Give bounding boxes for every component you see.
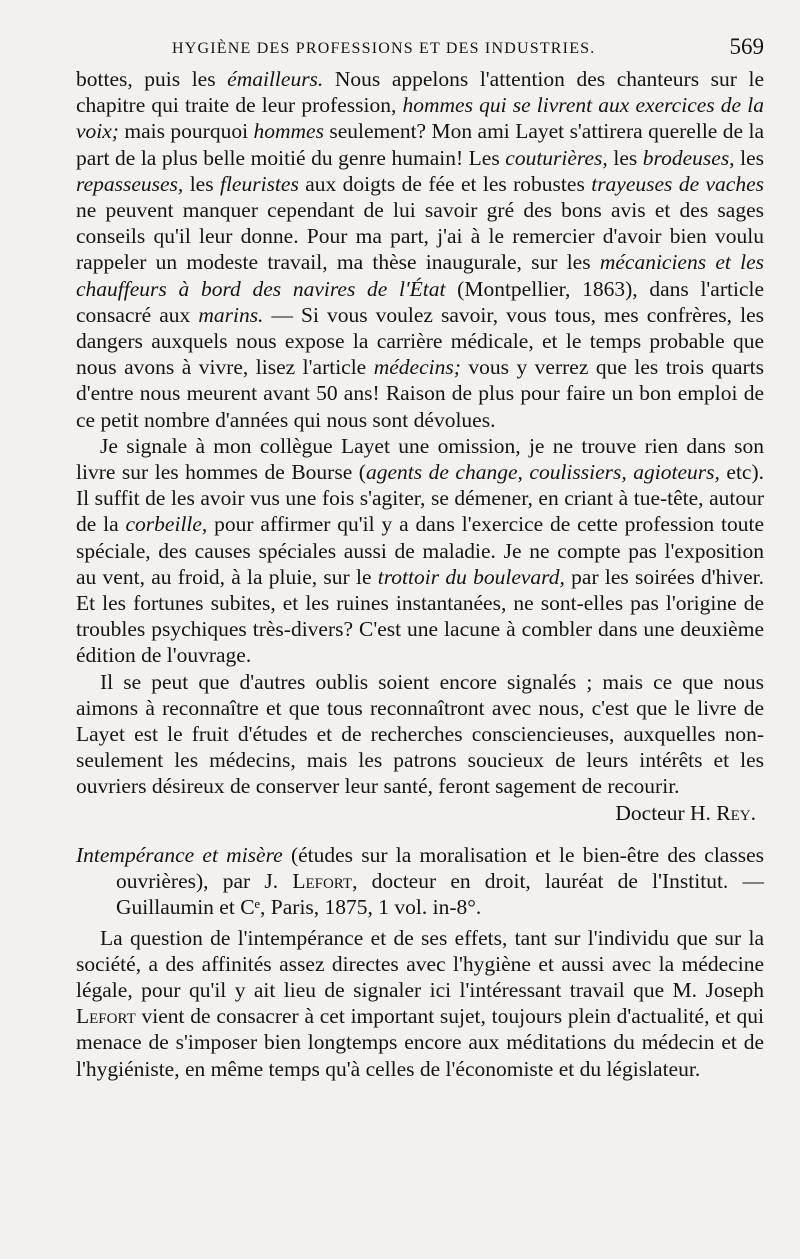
signature-name: Rey. xyxy=(716,800,756,825)
text-run: ne peuvent manquer cependant de lui savoir gré des bons avis et des sages conseils qu'il leur donne. Pour ma part, j'ai à le remercier d'avoir bien voulu rappeler un modeste travail, ma thèse inaugurale, sur les xyxy=(76,198,764,275)
signature-prefix: Docteur H. xyxy=(615,800,717,825)
text-run: (études sur la moralisation et le bien-être des classes ouvrières), par J. xyxy=(116,842,764,894)
text-run: Nous appelons l'attention des chanteurs sur le chapitre qui traite de leur profession, xyxy=(76,67,764,118)
text-run: (Montpellier, 1863), dans l'article consacré aux xyxy=(76,276,764,327)
italic-term: couturières, xyxy=(505,145,608,170)
text-run: vient de consacrer à cet important sujet, toujours plein d'actualité, et qui menace de s'imposer bien longtemps encore aux méditations du médecin et de l'hygiéniste, en même temps qu'à celles de l'économiste et du législateur. xyxy=(76,1004,764,1081)
italic-term: trottoir du boulevard, xyxy=(377,564,565,589)
paragraph-3: Il se peut que d'autres oublis soient encore signalés ; mais ce que nous aimons à reconnaître et que tous reconnaîtront avec nous, c'est que le livre de Layet est le fruit d'études et de recherches consciencieuses, auxquelles non-seulement les médecins, mais les patrons soucieux de leurs intérêts et les ouvriers désireux de conserver leur santé, feront sagement de recourir. xyxy=(76,669,764,799)
running-title: HYGIÈNE DES PROFESSIONS ET DES INDUSTRIES. xyxy=(172,40,596,57)
text-run: Je signale à mon collègue Layet une omission, je ne trouve rien dans son livre sur les hommes de Bourse ( xyxy=(76,433,764,485)
author-name: Lefort xyxy=(76,1004,136,1029)
text-run: bottes, puis les xyxy=(76,67,228,91)
review-author: Lefort, xyxy=(292,869,358,894)
text-run: par les soirées d'hiver. Et les fortunes subites, et les ruines instantanées, ne sont-elles pas l'origine de troubles psychiques très-divers? C'est une lacune à combler dans une deuxième édition de l'ouvrage. xyxy=(76,564,764,668)
italic-term: corbeille, xyxy=(125,512,208,537)
page-number: 569 xyxy=(729,34,764,59)
italic-term: marins. xyxy=(198,302,264,327)
paragraph-1 xyxy=(76,66,764,433)
text-run: les xyxy=(607,145,643,170)
italic-term: fleuristes xyxy=(219,171,299,196)
book-page xyxy=(76,34,764,1082)
text-run: etc). Il suffit de les avoir vus une fois s'agiter, se démener, en criant à tue-tête, autour de la xyxy=(76,460,764,537)
italic-term: repasseuses, xyxy=(76,171,184,196)
italic-term: émailleurs. xyxy=(227,67,324,91)
italic-term: médecins; xyxy=(373,355,461,380)
text-run: seulement? Mon ami Layet s'attirera querelle de la part de la plus belle moitié du genre humain! Les xyxy=(76,119,764,170)
body-text xyxy=(76,66,764,1082)
text-run: aux doigts de fée et les robustes xyxy=(298,171,592,196)
italic-term: agents de change, coulissiers, agioteurs, xyxy=(365,460,720,485)
text-run: mais pourquoi xyxy=(118,119,254,144)
text-run: les xyxy=(183,171,220,196)
review-citation xyxy=(76,842,764,921)
review-title: Intempérance et misère xyxy=(76,842,283,867)
italic-term: mécaniciens et les chauffeurs à bord des navires de l'État xyxy=(76,250,764,301)
text-run: — Si vous voulez savoir, vous tous, mes confrères, les dangers auxquels nous expose la carrière médicale, et le temps probable que nous avons à vivre, lisez l'article xyxy=(76,302,764,380)
signature xyxy=(76,800,764,826)
italic-term: hommes qui se livrent aux exercices de la voix; xyxy=(76,93,764,144)
italic-term: trayeuses de vaches xyxy=(591,171,765,196)
italic-term: brodeuses, xyxy=(642,145,735,170)
text-run: les xyxy=(734,145,764,170)
paragraph-4 xyxy=(76,925,764,1082)
text-run: docteur en droit, lauréat de l'Institut. — Guillaumin et Cᵉ, Paris, 1875, 1 vol. in-8°. xyxy=(116,869,764,920)
text-run: pour affirmer qu'il y a dans l'exercice de cette profession toute spéciale, des causes spéciales aussi de maladie. Je ne compte pas l'exposition au vent, au froid, à la pluie, sur le xyxy=(76,512,764,589)
italic-term: hommes xyxy=(253,119,324,144)
text-run: La question de l'intempérance et de ses effets, tant sur l'individu que sur la société, a des affinités assez directes avec l'hygiène et aussi avec la médecine légale, pour qu'il y ait lieu de signaler ici l'intéressant travail que M. Joseph xyxy=(76,925,764,1002)
paragraph-2 xyxy=(76,433,764,669)
running-header xyxy=(76,34,764,66)
text-run: vous y verrez que les trois quarts d'entre nous meurent avant 50 ans! Raison de plus pour faire un bon emploi de ce petit nombre d'années qui nous sont dévolues. xyxy=(76,355,764,432)
